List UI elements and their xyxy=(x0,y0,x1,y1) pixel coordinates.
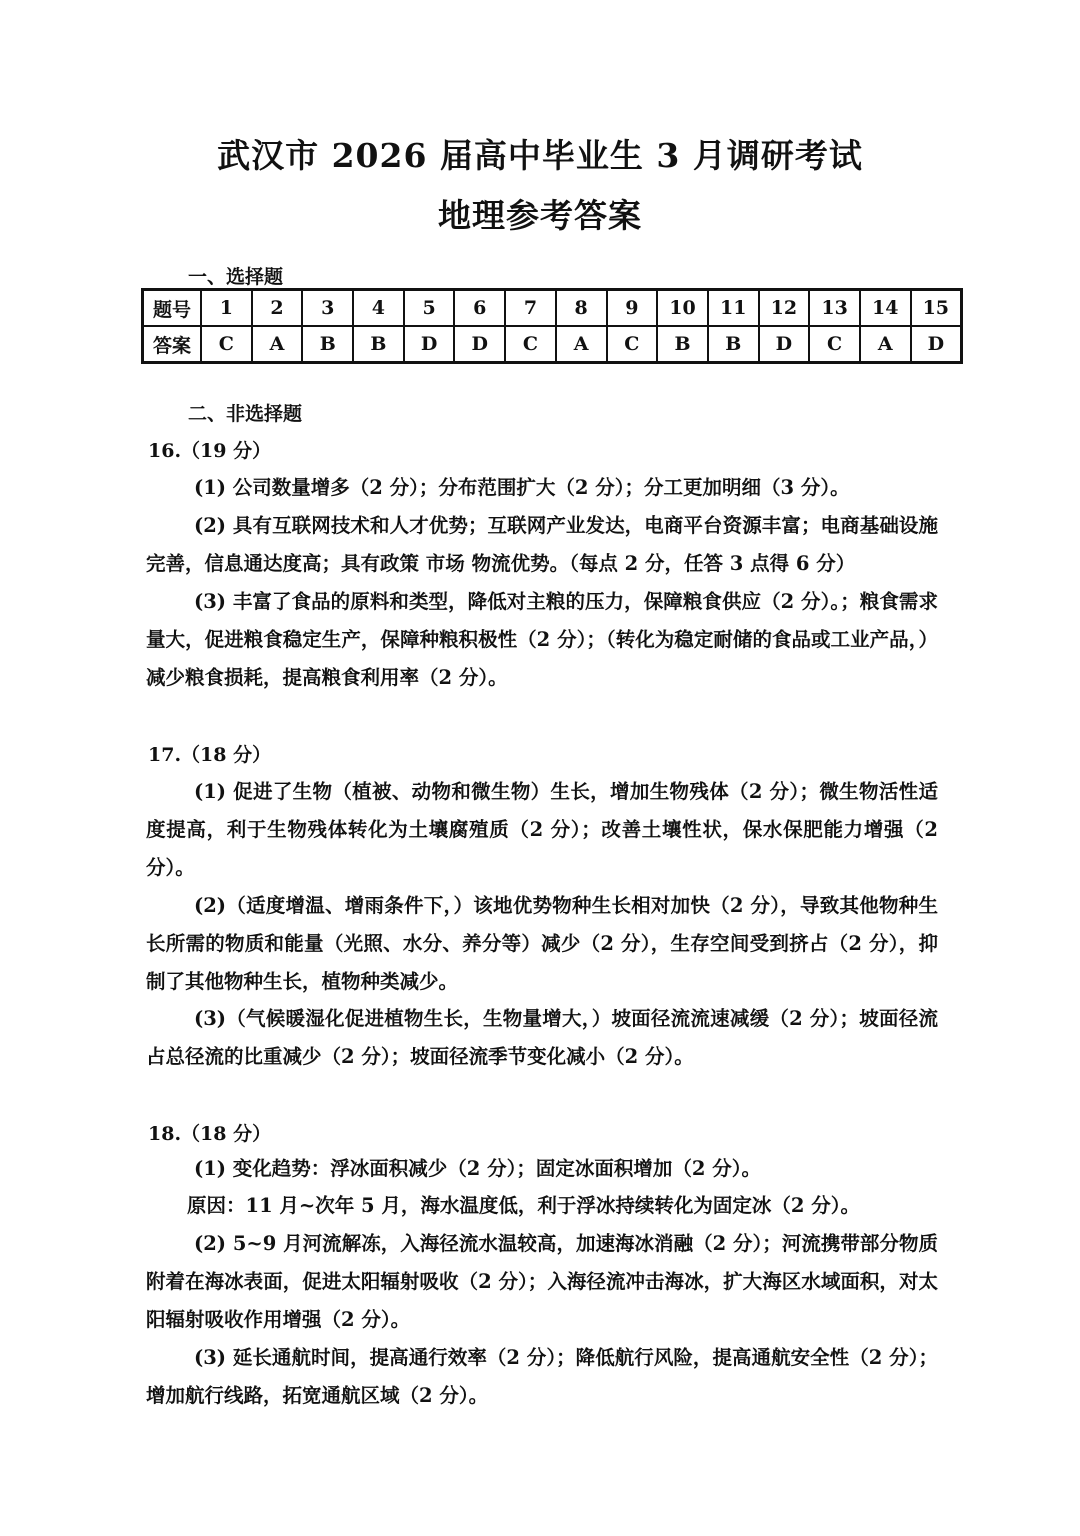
question-number-cell: 11 xyxy=(708,290,759,327)
answer-cell: B xyxy=(302,326,353,363)
answer-cell: C xyxy=(607,326,658,363)
question-number-cell: 13 xyxy=(809,290,860,327)
question-number-cell: 9 xyxy=(607,290,658,327)
question-16-part-3: (3) 丰富了食品的原料和类型，降低对主粮的压力，保障粮食供应（2 分）。；粮食需求量大，促进粮食稳定生产，保障种粮积极性（2 分）；（转化为稳定耐储的食品或工业产品，）减少粮食损耗，提高粮食利用率（2 分）。 xyxy=(146,590,938,689)
answer-cell: B xyxy=(708,326,759,363)
question-16-part-1: (1) 公司数量增多（2 分）；分布范围扩大（2 分）；分工更加明细（3 分）。 xyxy=(194,476,850,499)
question-18-part-1: (1) 变化趋势：浮冰面积减少（2 分）；固定冰面积增加（2 分）。 xyxy=(194,1157,762,1180)
answer-cell: B xyxy=(657,326,708,363)
question-16-part-2: (2) 具有互联网技术和人才优势；互联网产业发达，电商平台资源丰富；电商基础设施完善，信息通达度高；具有政策 市场 物流优势。（每点 2 分，任答 3 点得 6 分） xyxy=(146,514,938,575)
question-number-cell: 7 xyxy=(505,290,556,327)
answer-cell: A xyxy=(252,326,303,363)
table-header-cell: 题号 xyxy=(143,290,202,327)
answer-cell: A xyxy=(860,326,911,363)
answer-cell: C xyxy=(809,326,860,363)
section-heading-choice: 一、选择题 xyxy=(188,266,284,288)
question-18-part-3: (3) 延长通航时间，提高通行效率（2 分）；降低航行风险，提高通航安全性（2 分）；增加航行线路，拓宽通航区域（2 分）。 xyxy=(146,1346,938,1407)
answer-cell: A xyxy=(556,326,607,363)
question-number-cell: 15 xyxy=(911,290,962,327)
section-heading-nonchoice: 二、非选择题 xyxy=(188,403,303,425)
answer-cell: D xyxy=(454,326,505,363)
answer-cell: C xyxy=(201,326,252,363)
question-16-heading: 16.（19 分） xyxy=(148,440,272,462)
answer-cell: D xyxy=(759,326,810,363)
question-number-cell: 12 xyxy=(759,290,810,327)
question-18-heading: 18.（18 分） xyxy=(148,1123,272,1145)
question-number-cell: 6 xyxy=(454,290,505,327)
question-number-cell: 3 xyxy=(302,290,353,327)
question-17-part-3: (3)（气候暖湿化促进植物生长，生物量增大，）坡面径流流速减缓（2 分）；坡面径流占总径流的比重减少（2 分）；坡面径流季节变化减小（2 分）。 xyxy=(146,1007,938,1068)
answer-cell: C xyxy=(505,326,556,363)
answer-cell: D xyxy=(404,326,455,363)
answer-cell: D xyxy=(911,326,962,363)
question-number-cell: 14 xyxy=(860,290,911,327)
table-row-numbers xyxy=(143,290,962,327)
question-17-heading: 17.（18 分） xyxy=(148,744,272,766)
answer-table xyxy=(141,288,963,364)
question-number-cell: 2 xyxy=(252,290,303,327)
question-18-part-2: (2) 5~9 月河流解冻，入海径流水温较高，加速海冰消融（2 分）；河流携带部分物质附着在海冰表面，促进太阳辐射吸收（2 分）；入海径流冲击海冰，扩大海区水域面积，对太阳辐射吸收作用增强（2 分）。 xyxy=(146,1232,938,1331)
question-number-cell: 8 xyxy=(556,290,607,327)
answer-cell: B xyxy=(353,326,404,363)
table-header-cell: 答案 xyxy=(143,326,202,363)
question-18-reason: 原因：11 月~次年 5 月，海水温度低，利于浮冰持续转化为固定冰（2 分）。 xyxy=(187,1194,861,1217)
question-number-cell: 1 xyxy=(201,290,252,327)
question-number-cell: 5 xyxy=(404,290,455,327)
page-title: 武汉市 2026 届高中毕业生 3 月调研考试 xyxy=(217,136,863,175)
question-number-cell: 10 xyxy=(657,290,708,327)
page-subtitle: 地理参考答案 xyxy=(438,196,642,235)
table-row-answers xyxy=(143,326,962,363)
question-17-part-2: (2)（适度增温、增雨条件下，）该地优势物种生长相对加快（2 分），导致其他物种生长所需的物质和能量（光照、水分、养分等）减少（2 分），生存空间受到挤占（2 分），抑制了其他物种生长，植物种类减少。 xyxy=(146,894,938,993)
question-17-part-1: (1) 促进了生物（植被、动物和微生物）生长，增加生物残体（2 分）；微生物活性适度提高，利于生物残体转化为土壤腐殖质（2 分）；改善土壤性状，保水保肥能力增强（2 分）。 xyxy=(146,780,938,879)
question-number-cell: 4 xyxy=(353,290,404,327)
